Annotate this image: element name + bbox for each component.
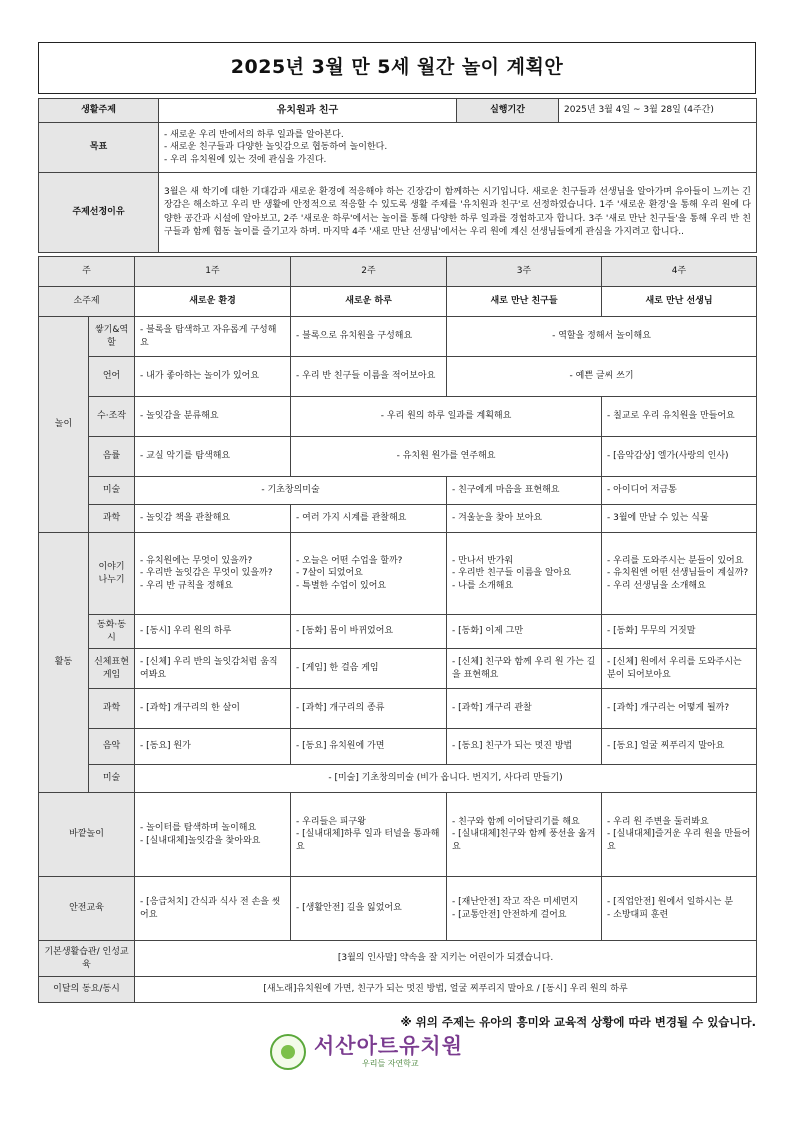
plan-table: [38, 256, 757, 1003]
activity-cell: - [과학] 개구리의 종류: [291, 689, 447, 729]
activity-cell: - [신체] 우리 반의 놀잇감처럼 움직여봐요: [135, 649, 291, 689]
period-value: 2025년 3월 4일 ~ 3월 28일 (4주간): [559, 99, 757, 123]
activity-cell: [291, 533, 447, 615]
play-cell: - 겨울눈을 찾아 보아요: [447, 505, 602, 533]
cell-line: - 우리반 놀잇감은 무엇이 있을까?: [140, 568, 273, 579]
activity-body-label: 신체표현 게임: [89, 649, 135, 689]
week-header: 1주: [135, 257, 291, 287]
period-label: 실행기간: [457, 99, 559, 123]
habit-cell: [3월의 인사말] 약속을 잘 지키는 어린이가 되겠습니다.: [135, 941, 757, 977]
cell-line: - 우리 선생님을 소개해요: [607, 580, 706, 591]
activity-cell: - [게임] 한 걸음 게임: [291, 649, 447, 689]
play-label: 놀이: [39, 317, 89, 533]
play-lang-label: 언어: [89, 357, 135, 397]
play-cell: - 내가 좋아하는 놀이가 있어요: [135, 357, 291, 397]
cell-line: - [실내대체]친구와 함께 풍선을 옮겨요: [452, 829, 596, 852]
play-cell: - 칠교로 우리 유치원을 만들어요: [602, 397, 757, 437]
week-header: 4주: [602, 257, 757, 287]
theme-label: 생활주제: [39, 99, 159, 123]
activity-cell: - [미술] 기초창의미술 (비가 옵니다. 번지기, 사다리 만들기): [135, 765, 757, 793]
play-music-label: 음률: [89, 437, 135, 477]
logo-emblem-icon: [270, 1034, 306, 1070]
cell-line: - [실내대체]놀잇감을 찾아와요: [140, 835, 261, 846]
goal-list: [159, 123, 757, 173]
play-cell: - 역할을 정해서 놀이해요: [447, 317, 757, 357]
song-label: 이달의 동요/동시: [39, 977, 135, 1003]
play-math-label: 수·조작: [89, 397, 135, 437]
play-cell: - 여러 가지 시계를 관찰해요: [291, 505, 447, 533]
play-cell: - 3월에 만날 수 있는 식물: [602, 505, 757, 533]
logo-name: 서산아트유치원: [314, 1034, 464, 1058]
activity-cell: - [동화] 무무의 거짓말: [602, 615, 757, 649]
cell-line: - 7살이 되었어요: [296, 568, 363, 579]
play-cell: - 블록으로 유치원을 구성해요: [291, 317, 447, 357]
cell-line: - 나를 소개해요: [452, 580, 514, 591]
activity-cell: [447, 533, 602, 615]
cell-line: - 소방대피 훈련: [607, 909, 669, 920]
cell-line: - [응급처치] 간식과 식사 전 손을 씻어요: [140, 897, 281, 920]
activity-music-label: 음악: [89, 729, 135, 765]
cell-line: - 우리반 친구들 이름을 알아요: [452, 568, 572, 579]
activity-story-label: 이야기 나누기: [89, 533, 135, 615]
play-cell: - 놀잇감 책을 관찰해요: [135, 505, 291, 533]
safety-cell: [135, 877, 291, 941]
play-cell: - [음악감상] 엘가(사랑의 인사): [602, 437, 757, 477]
activity-cell: - [과학] 개구리 관찰: [447, 689, 602, 729]
cell-line: - 오늘은 어떤 수업을 할까?: [296, 556, 403, 567]
subtheme: 새로 만난 선생님: [602, 287, 757, 317]
outdoor-cell: [291, 793, 447, 877]
activity-cell: [135, 533, 291, 615]
activity-art-label: 미술: [89, 765, 135, 793]
cell-line: - 유치원에는 무엇이 있을까?: [140, 556, 253, 567]
activity-cell: [602, 533, 757, 615]
cell-line: - [재난안전] 작고 작은 미세먼지: [452, 897, 579, 908]
activity-label: 활동: [39, 533, 89, 793]
school-logo: [270, 1030, 530, 1072]
play-cell: - 놀잇감을 분류해요: [135, 397, 291, 437]
play-cell: - 친구에게 마음을 표현해요: [447, 477, 602, 505]
play-cell: - 아이디어 저금통: [602, 477, 757, 505]
activity-cell: - [동요] 원가: [135, 729, 291, 765]
cell-line: - 우리를 도와주시는 분들이 있어요: [607, 556, 744, 567]
outdoor-cell: [135, 793, 291, 877]
title-box: [38, 42, 756, 94]
page-title: 2025년 3월 만 5세 월간 놀이 계획안: [230, 56, 564, 79]
subtheme: 새로운 환경: [135, 287, 291, 317]
subtheme: 새로 만난 친구들: [447, 287, 602, 317]
goal-label: 목표: [39, 123, 159, 173]
goal-item: - 새로운 친구들과 다양한 놀잇감으로 협동하여 놀이한다.: [164, 142, 388, 153]
cell-line: - [직업안전] 원에서 일하시는 분: [607, 897, 734, 908]
reason-label: 주제선정이유: [39, 173, 159, 253]
outdoor-cell: [602, 793, 757, 877]
play-cell: - 우리 원의 하루 일과를 계획해요: [291, 397, 602, 437]
play-cell: - 예쁜 글씨 쓰기: [447, 357, 757, 397]
play-cell: - 유치원 원가를 연주해요: [291, 437, 602, 477]
cell-line: - [실내대체]즐거운 우리 원을 만들어요: [607, 829, 751, 852]
week-header: 3주: [447, 257, 602, 287]
safety-label: 안전교육: [39, 877, 135, 941]
goal-item: - 새로운 우리 반에서의 하루 일과를 알아본다.: [164, 130, 344, 141]
activity-cell: - [동화] 이제 그만: [447, 615, 602, 649]
cell-line: - 우리들은 피구왕: [296, 817, 366, 828]
play-cell: - 우리 반 친구들 이름을 적어보아요: [291, 357, 447, 397]
song-cell: [새노래]유치원에 가면, 친구가 되는 멋진 방법, 얼굴 찌푸리지 말아요 / [동시] 우리 원의 하루: [135, 977, 757, 1003]
play-art-label: 미술: [89, 477, 135, 505]
cell-line: - 특별한 수업이 있어요: [296, 580, 387, 591]
activity-cell: - [동시] 우리 원의 하루: [135, 615, 291, 649]
play-cell: - 기초창의미술: [135, 477, 447, 505]
cell-line: - 유치원엔 어떤 선생님들이 계실까?: [607, 568, 749, 579]
play-cell: - 블록을 탐색하고 자유롭게 구성해요: [135, 317, 291, 357]
week-label: 주: [39, 257, 135, 287]
cell-line: - 놀이터를 탐색하며 놀이해요: [140, 823, 257, 834]
subtheme-label: 소주제: [39, 287, 135, 317]
subtheme: 새로운 하루: [291, 287, 447, 317]
cell-line: - [생활안전] 길을 잃었어요: [296, 903, 402, 914]
cell-line: - [교통안전] 안전하게 걸어요: [452, 909, 567, 920]
cell-line: - [실내대체]하루 일과 터널을 통과해요: [296, 829, 440, 852]
habit-label: 기본생활습관/ 인성교육: [39, 941, 135, 977]
cell-line: - 만나서 반가워: [452, 556, 514, 567]
play-cell: - 교실 악기를 탐색해요: [135, 437, 291, 477]
play-block-label: 쌓기&역할: [89, 317, 135, 357]
activity-cell: - [동요] 유치원에 가면: [291, 729, 447, 765]
activity-cell: - [신체] 친구와 함께 우리 원 가는 길을 표현해요: [447, 649, 602, 689]
activity-cell: - [동요] 얼굴 찌푸리지 말아요: [602, 729, 757, 765]
outdoor-cell: [447, 793, 602, 877]
activity-cell: - [동화] 몸이 바뀌었어요: [291, 615, 447, 649]
cell-line: - 우리 반 규칙을 정해요: [140, 580, 233, 591]
safety-cell: [291, 877, 447, 941]
activity-fairy-label: 동화·동시: [89, 615, 135, 649]
activity-cell: - [동요] 친구가 되는 멋진 방법: [447, 729, 602, 765]
activity-sci-label: 과학: [89, 689, 135, 729]
safety-cell: [447, 877, 602, 941]
footer-note: ※ 위의 주제는 유아의 흥미와 교육적 상황에 따라 변경될 수 있습니다.: [400, 1015, 756, 1029]
reason-text: 3월은 새 학기에 대한 기대감과 새로운 환경에 적응해야 하는 긴장감이 함께하는 시기입니다. 새로운 친구들과 선생님을 알아가며 유아들이 느끼는 긴장감은 해소하고 우리 반 생활에 안정적으로 적응할 수 있도록 생활 주제를 '유치원과 친구'로 선정하였습니다. 1주 '새로운 환경'을 통해 우리 원에 다양한 공간과 시설에 알아보고, 2주 '새로운 하루'에서는 놀이를 통해 다양한 하루 일과를 경험하고자 합니다. 3주 '새로 만난 친구들'을 통해 우리 반 친구들과 함께 협동 놀이를 즐기고자 하며. 마지막 4주 '새로 만난 선생님'에서는 우리 원에 계신 선생님들에게 관심을 가지려고 합니다..: [159, 173, 757, 253]
theme-value: 유치원과 친구: [159, 99, 457, 123]
activity-cell: - [과학] 개구리는 어떻게 될까?: [602, 689, 757, 729]
goal-item: - 우리 유치원에 있는 것에 관심을 가진다.: [164, 154, 327, 165]
play-sci-label: 과학: [89, 505, 135, 533]
cell-line: - 우리 원 주변을 둘러봐요: [607, 817, 709, 828]
activity-cell: - [과학] 개구리의 한 살이: [135, 689, 291, 729]
info-table: [38, 98, 757, 253]
outdoor-label: 바깥놀이: [39, 793, 135, 877]
week-header: 2주: [291, 257, 447, 287]
cell-line: - 친구와 함께 이어달리기를 해요: [452, 817, 580, 828]
activity-cell: - [신체] 원에서 우리를 도와주시는 분이 되어보아요: [602, 649, 757, 689]
safety-cell: [602, 877, 757, 941]
logo-subtitle: 우리들 자연학교: [362, 1059, 419, 1068]
